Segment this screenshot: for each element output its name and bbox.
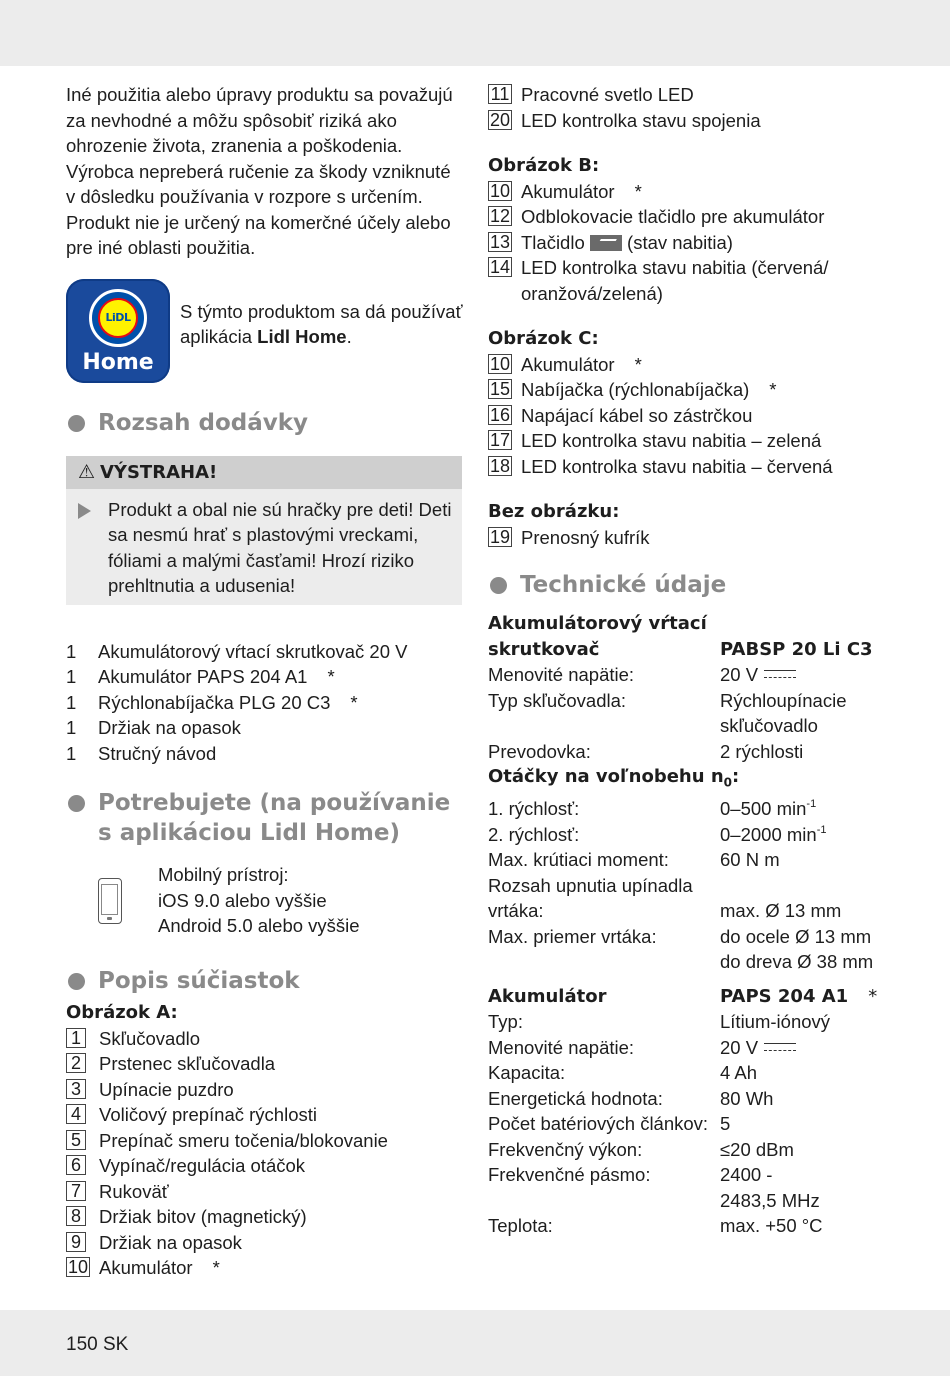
list-item	[66, 741, 464, 767]
list-item	[66, 1230, 464, 1256]
parts-heading-text: Popis súčiastok	[98, 968, 300, 994]
spec-label: Menovité napätie:	[488, 1036, 635, 1058]
arrow-right-icon	[78, 503, 91, 519]
table-row	[488, 688, 888, 739]
list-item	[488, 352, 888, 378]
bullet-dot-icon	[68, 973, 85, 990]
drill-title: Akumulátorový vŕtací	[488, 613, 707, 634]
footnote-star: *	[634, 353, 642, 375]
item-qty: 1	[66, 742, 77, 764]
footnote-star: *	[327, 666, 335, 687]
table-row	[488, 637, 888, 663]
app-promo-text-prefix: S týmto produktom sa dá používať aplikácia	[180, 300, 463, 347]
table-row	[488, 796, 888, 822]
spec-value: max. Ø 13 mm	[720, 900, 842, 922]
list-item	[488, 403, 888, 429]
part-label: LED kontrolka stavu nabitia (červená/	[521, 257, 829, 278]
spec-value	[720, 1162, 888, 1213]
page-number: 150 SK	[66, 1334, 129, 1355]
part-number: 15	[490, 379, 511, 399]
spec-label: Frekvenčný výkon:	[488, 1138, 643, 1160]
part-number: 10	[490, 353, 511, 374]
table-row	[488, 873, 888, 899]
part-label: LED kontrolka stavu spojenia	[521, 109, 761, 131]
table-row	[488, 1162, 888, 1213]
warning-text: Produkt a obal nie sú hračky pre deti! Deti sa nesmú hrať s plastovými vreckami, fóliami a malými časťami! Hrozí riziko prehltnutia a udusenia!	[108, 498, 452, 596]
list-item	[66, 664, 464, 690]
scope-list	[66, 639, 464, 767]
requirement-line: Android 5.0 alebo vyššie	[158, 915, 360, 936]
part-label: Akumulátor	[521, 353, 615, 375]
footnote-star: *	[769, 379, 777, 400]
header-bar	[0, 0, 950, 66]
spec-label: 2. rýchlosť:	[488, 823, 580, 845]
spec-value-text: 0–2000 min	[720, 823, 817, 845]
table-row	[488, 739, 888, 765]
spec-label: Max. priemer vrtáka:	[488, 925, 657, 947]
part-number: 4	[66, 1104, 86, 1124]
scope-heading	[66, 408, 464, 438]
item-label: Držiak na opasok	[98, 717, 241, 738]
part-label: Nabíjačka (rýchlonabíjačka)	[521, 379, 750, 400]
tech-heading-text: Technické údaje	[520, 572, 727, 598]
spec-label: Menovité napätie:	[488, 664, 635, 685]
part-number: 18	[490, 455, 511, 476]
part-number: 7	[66, 1181, 86, 1201]
table-row	[488, 611, 888, 637]
spec-value-text: skľučovadlo	[720, 715, 818, 736]
bullet-dot-icon	[68, 415, 85, 432]
intro-paragraph: Iné použitia alebo úpravy produktu sa považujú za nevhodné a môžu spôsobiť riziká ako ohrozenie života, zranenia a poškodenia. Výrobca nepreberá ručenie za škody vzniknuté v dôsledku používania v rozpore s určením. Produkt nie je určený na komerčné účely alebo pre iné oblasti použitia.	[66, 84, 453, 258]
part-label: Držiak bitov (magnetický)	[99, 1206, 307, 1227]
part-label: Držiak na opasok	[99, 1231, 242, 1253]
part-number: 1	[66, 1028, 86, 1048]
list-item	[66, 715, 464, 741]
spec-value: max. +50 °C	[720, 1215, 823, 1237]
spec-value	[720, 1035, 888, 1061]
spec-value	[720, 662, 888, 688]
footnote-star: *	[212, 1257, 220, 1278]
list-item	[66, 1179, 464, 1205]
app-promo-text-bold: Lidl Home	[257, 326, 347, 347]
list-item	[488, 454, 888, 480]
part-label: Odblokovacie tlačidlo pre akumulátor	[521, 206, 825, 227]
requirements-block	[66, 862, 464, 958]
spec-exponent: -1	[816, 823, 827, 836]
battery-model: PAPS 204 A1	[720, 985, 849, 1007]
item-label: Akumulátor PAPS 204 A1	[98, 666, 308, 687]
list-item	[66, 639, 464, 665]
lidl-logo-icon	[89, 289, 147, 347]
phone-screen	[101, 884, 118, 915]
part-number: 16	[490, 404, 511, 425]
part-label: Akumulátor	[99, 1257, 193, 1278]
part-number: 12	[490, 206, 511, 226]
no-figure-title: Bez obrázku:	[488, 501, 620, 522]
parts-heading	[66, 966, 464, 996]
table-row	[488, 764, 888, 796]
list-item	[66, 1255, 464, 1281]
part-number: 20	[490, 109, 511, 130]
part-number: 19	[490, 526, 511, 547]
requirements-heading-text: Potrebujete (na používanie s aplikáciou Lidl Home)	[98, 790, 451, 846]
part-number: 13	[490, 231, 511, 252]
list-item	[66, 1051, 464, 1077]
phone-home-button	[107, 917, 112, 920]
battery-charge-icon	[590, 235, 622, 251]
spec-value: 4 Ah	[720, 1062, 758, 1084]
list-item	[66, 1128, 464, 1154]
lidl-home-app-icon	[66, 279, 170, 383]
part-label: Voličový prepínač rýchlosti	[99, 1104, 317, 1125]
bullet-dot-icon	[68, 795, 85, 812]
part-number: 9	[66, 1232, 86, 1252]
part-label: Akumulátor	[521, 180, 615, 202]
figure-a-list	[66, 1026, 464, 1281]
part-label: Prstenec skľučovadla	[99, 1053, 276, 1074]
list-item	[488, 230, 888, 256]
spec-value-text: do dreva Ø 38 mm	[720, 951, 874, 973]
requirement-line: iOS 9.0 alebo vyššie	[158, 889, 327, 911]
battery-spec-table	[488, 984, 888, 1239]
battery-title: Akumulátor	[488, 985, 607, 1007]
requirements-text	[158, 862, 360, 939]
spec-value	[720, 796, 888, 822]
spec-exponent: -1	[806, 798, 817, 811]
part-label: Rukoväť	[99, 1180, 169, 1202]
list-item	[488, 377, 888, 403]
bullet-dot-icon	[490, 577, 507, 594]
part-number: 2	[66, 1053, 86, 1073]
app-promo-text-suffix: .	[346, 326, 352, 347]
dc-current-icon	[764, 1042, 796, 1054]
part-number: 14	[490, 257, 511, 277]
drill-title-cont: skrutkovač	[488, 638, 600, 660]
list-item	[488, 82, 888, 108]
item-label: Akumulátorový vŕtací skrutkovač 20 V	[98, 640, 408, 662]
drill-model: PABSP 20 Li C3	[720, 638, 873, 660]
list-item	[488, 108, 888, 134]
part-label: Napájací kábel so zástrčkou	[521, 404, 753, 426]
spec-label: Frekvenčné pásmo:	[488, 1164, 651, 1186]
warning-body	[66, 489, 462, 605]
part-number: 10	[68, 1257, 89, 1277]
right-column	[488, 82, 888, 1239]
spec-value: 2 rýchlosti	[720, 740, 804, 762]
part-label-cont: oranžová/zelená)	[521, 282, 663, 304]
spec-value	[720, 924, 888, 975]
footnote-star: *	[350, 691, 358, 713]
requirements-heading	[66, 788, 464, 848]
figure-a-title: Obrázok A:	[66, 1002, 178, 1023]
footer-bar	[0, 1310, 950, 1376]
list-item	[66, 1102, 464, 1128]
lidl-logo-text: LiDL	[98, 298, 138, 338]
part-number: 5	[66, 1130, 86, 1150]
smartphone-icon	[98, 878, 122, 924]
table-row	[488, 662, 888, 688]
item-qty: 1	[66, 691, 77, 713]
spec-label: Typ:	[488, 1011, 523, 1033]
list-item	[66, 1026, 464, 1052]
item-qty: 1	[66, 717, 77, 738]
app-promo	[66, 279, 464, 387]
footnote-star: *	[868, 985, 878, 1007]
part-label: Pracovné svetlo LED	[521, 84, 694, 105]
list-item	[488, 204, 888, 230]
battery-model-cell	[720, 984, 888, 1010]
spec-value: 60 N m	[720, 849, 780, 871]
spec-value-text: 2483,5 MHz	[720, 1189, 820, 1211]
tech-heading	[488, 570, 888, 600]
table-row	[488, 1009, 888, 1035]
part-label: Skľučovadlo	[99, 1027, 201, 1049]
spec-value-text: 20 V	[720, 1036, 759, 1058]
item-label: Stručný návod	[98, 742, 217, 764]
spec-label: Teplota:	[488, 1215, 553, 1237]
spec-label: Rozsah upnutia upínadla	[488, 874, 693, 896]
table-row	[488, 984, 888, 1010]
part-label: Prenosný kufrík	[521, 526, 650, 548]
spec-label: Počet batériových článkov:	[488, 1113, 709, 1135]
item-qty: 1	[66, 640, 77, 662]
app-promo-text	[180, 299, 470, 350]
table-row	[488, 924, 888, 975]
spec-label: Prevodovka:	[488, 740, 591, 762]
list-item	[488, 179, 888, 205]
table-row	[488, 1035, 888, 1061]
part-label: Upínacie puzdro	[99, 1078, 234, 1100]
figure-b-title: Obrázok B:	[488, 155, 600, 176]
spec-label: Energetická hodnota:	[488, 1087, 663, 1109]
table-row	[488, 1111, 888, 1137]
list-item	[66, 1204, 464, 1230]
spec-value	[720, 822, 888, 848]
warning-box	[66, 456, 462, 605]
table-row	[488, 1213, 888, 1239]
spec-value-text: 0–500 min	[720, 798, 807, 820]
spec-value-text: do ocele Ø 13 mm	[720, 925, 872, 947]
part-label: Vypínač/regulácia otáčok	[99, 1155, 306, 1176]
spec-value-text: 2400 -	[720, 1164, 773, 1186]
spec-value: ≤20 dBm	[720, 1138, 794, 1160]
table-row	[488, 1060, 888, 1086]
spec-label: 1. rýchlosť:	[488, 798, 580, 820]
spec-value-text: Rýchloupínacie	[720, 689, 847, 711]
drill-spec-table	[488, 611, 888, 975]
requirement-line: Mobilný prístroj:	[158, 864, 289, 885]
table-row	[488, 1137, 888, 1163]
warning-triangle-icon: ⚠	[78, 460, 96, 483]
warning-title: VÝSTRAHA!	[100, 461, 218, 483]
list-item	[488, 525, 888, 551]
spec-value-text: 20 V	[720, 664, 759, 685]
part-number: 10	[490, 180, 511, 201]
spec-label: Max. krútiaci moment:	[488, 849, 669, 871]
table-row	[488, 1086, 888, 1112]
part-number: 6	[66, 1155, 86, 1175]
spec-value: Lítium-iónový	[720, 1011, 831, 1033]
list-item	[66, 1077, 464, 1103]
part-label: Tlačidlo	[521, 231, 585, 253]
item-label: Rýchlonabíjačka PLG 20 C3	[98, 691, 331, 713]
left-column	[66, 82, 464, 1281]
idle-speed-colon: :	[732, 766, 740, 787]
spec-value	[720, 688, 888, 739]
part-number: 17	[490, 430, 511, 450]
spec-label: Typ skľučovadla:	[488, 689, 627, 711]
idle-speed-label: Otáčky na voľnobehu n	[488, 766, 724, 787]
table-row	[488, 898, 888, 924]
table-row	[488, 822, 888, 848]
warning-header	[66, 456, 462, 489]
spec-label-cont: vrtáka:	[488, 900, 544, 922]
scope-heading-text: Rozsah dodávky	[98, 409, 309, 436]
list-item	[66, 1153, 464, 1179]
part-label-suffix: (stav nabitia)	[627, 231, 733, 253]
table-row	[488, 847, 888, 873]
list-item	[66, 690, 464, 716]
dc-current-icon	[764, 669, 796, 681]
footnote-star: *	[634, 180, 642, 202]
spec-value: 80 Wh	[720, 1087, 774, 1109]
part-label: LED kontrolka stavu nabitia – zelená	[521, 430, 822, 451]
part-number: 3	[66, 1079, 86, 1099]
item-qty: 1	[66, 666, 77, 687]
part-label: LED kontrolka stavu nabitia – červená	[521, 455, 833, 477]
spec-label: Kapacita:	[488, 1062, 566, 1084]
part-number: 11	[488, 84, 512, 104]
spec-label	[488, 764, 888, 796]
spec-value: 5	[720, 1113, 731, 1135]
idle-speed-sub: 0	[723, 775, 732, 790]
part-number: 8	[66, 1206, 86, 1226]
app-icon-label: Home	[82, 349, 154, 375]
figure-c-title: Obrázok C:	[488, 328, 599, 349]
list-item	[488, 428, 888, 454]
part-label: Prepínač smeru točenia/blokovanie	[99, 1129, 388, 1151]
list-item	[488, 255, 888, 306]
